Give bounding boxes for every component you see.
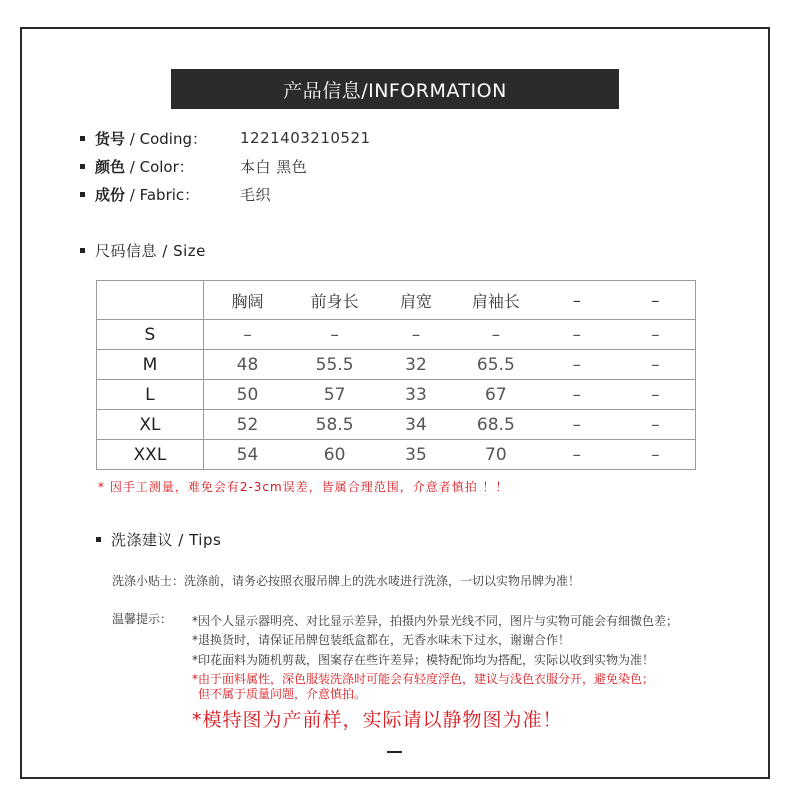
info-row-fabric — [80, 184, 272, 204]
model-photo-note: *模特图为产前样，实际请以静物图为准！ — [192, 709, 563, 731]
info-value-fabric: 毛织 — [240, 185, 272, 204]
table-cell: 60 — [291, 440, 378, 470]
size-section-title: 尺码信息 / Size — [95, 242, 206, 260]
table-cell: 35 — [378, 440, 454, 470]
info-value-coding: 1221403210521 — [240, 129, 371, 147]
table-cell: 54 — [203, 440, 291, 470]
table-cell: – — [454, 320, 538, 350]
info-label-en: / Coding： — [125, 129, 207, 148]
info-row-coding — [80, 128, 371, 148]
table-cell: 67 — [454, 380, 538, 410]
end-divider — [387, 751, 402, 753]
table-header-cell: 肩袖长 — [454, 281, 538, 320]
table-cell: 58.5 — [291, 410, 378, 440]
size-label-cell: XXL — [97, 440, 204, 470]
info-row-color — [80, 156, 308, 176]
table-cell: – — [538, 320, 616, 350]
table-cell: 55.5 — [291, 350, 378, 380]
reminder-line: *印花面料为随机剪裁，图案存在些许差异；模特配饰均为搭配，实际以收到实物为准！ — [192, 653, 655, 667]
table-cell: – — [203, 320, 291, 350]
size-label-cell: L — [97, 380, 204, 410]
table-row — [97, 380, 696, 410]
table-cell: – — [538, 350, 616, 380]
section-title-bar — [171, 69, 619, 109]
table-header-cell: 胸阔 — [203, 281, 291, 320]
tips-section-title: 洗涤建议 / Tips — [111, 531, 222, 549]
table-header-cell: 肩宽 — [378, 281, 454, 320]
info-value-color: 本白 黑色 — [240, 157, 308, 176]
size-label-cell: S — [97, 320, 204, 350]
table-cell: 70 — [454, 440, 538, 470]
table-cell: 68.5 — [454, 410, 538, 440]
info-label-cn: 货号 — [95, 129, 126, 148]
table-cell: 65.5 — [454, 350, 538, 380]
table-cell: 57 — [291, 380, 378, 410]
table-row — [97, 440, 696, 470]
table-cell: – — [616, 350, 696, 380]
bullet-icon — [80, 248, 85, 253]
table-cell: 32 — [378, 350, 454, 380]
wash-tip: 洗涤小贴士：洗涤前，请务必按照衣服吊牌上的洗水唛进行洗涤，一切以实物吊牌为准！ — [112, 574, 581, 588]
table-row — [97, 320, 696, 350]
table-cell: – — [378, 320, 454, 350]
table-header-row — [97, 281, 696, 320]
measurement-note: * 因手工测量，难免会有2-3cm误差，皆属合理范围，介意者慎拍 ！！ — [98, 480, 509, 494]
bullet-icon — [80, 164, 85, 169]
size-label-cell: M — [97, 350, 204, 380]
table-cell: 34 — [378, 410, 454, 440]
table-cell: – — [616, 320, 696, 350]
bullet-icon — [80, 136, 85, 141]
table-cell: 48 — [203, 350, 291, 380]
reminder-line-warning: *由于面料属性，深色服装洗涤时可能会有轻度浮色，建议与浅色衣服分开，避免染色； — [192, 672, 655, 686]
table-cell: 33 — [378, 380, 454, 410]
table-cell: – — [538, 410, 616, 440]
table-cell: 52 — [203, 410, 291, 440]
table-cell: – — [538, 380, 616, 410]
table-row — [97, 350, 696, 380]
bullet-icon — [80, 192, 85, 197]
page-title: 产品信息/INFORMATION — [283, 79, 507, 102]
tips-section-heading — [96, 529, 221, 550]
info-label-en: / Fabric： — [125, 185, 200, 204]
table-cell: – — [616, 380, 696, 410]
table-row — [97, 410, 696, 440]
table-cell: – — [616, 410, 696, 440]
size-section-heading — [80, 240, 206, 261]
table-cell: – — [538, 440, 616, 470]
size-table — [96, 280, 696, 470]
table-header-cell: 前身长 — [291, 281, 378, 320]
reminder-label: 温馨提示： — [112, 612, 173, 626]
table-header-cell: – — [538, 281, 616, 320]
info-label-cn: 颜色 — [95, 157, 126, 176]
table-cell: – — [291, 320, 378, 350]
bullet-icon — [96, 537, 101, 542]
table-cell: 50 — [203, 380, 291, 410]
table-cell: – — [616, 440, 696, 470]
info-label-cn: 成份 — [95, 185, 126, 204]
reminder-line: *因个人显示器明亮、对比显示差异，拍摄内外景光线不同，图片与实物可能会有细微色差； — [192, 614, 679, 628]
table-header-cell: – — [616, 281, 696, 320]
size-label-cell: XL — [97, 410, 204, 440]
reminder-line: *退换货时，请保证吊牌包装纸盒都在，无香水味未下过水，谢谢合作！ — [192, 633, 571, 647]
info-label-en: / Color： — [125, 157, 194, 176]
table-header-cell — [97, 281, 204, 320]
reminder-line-warning: 但不属于质量问题，介意慎拍。 — [198, 687, 367, 701]
